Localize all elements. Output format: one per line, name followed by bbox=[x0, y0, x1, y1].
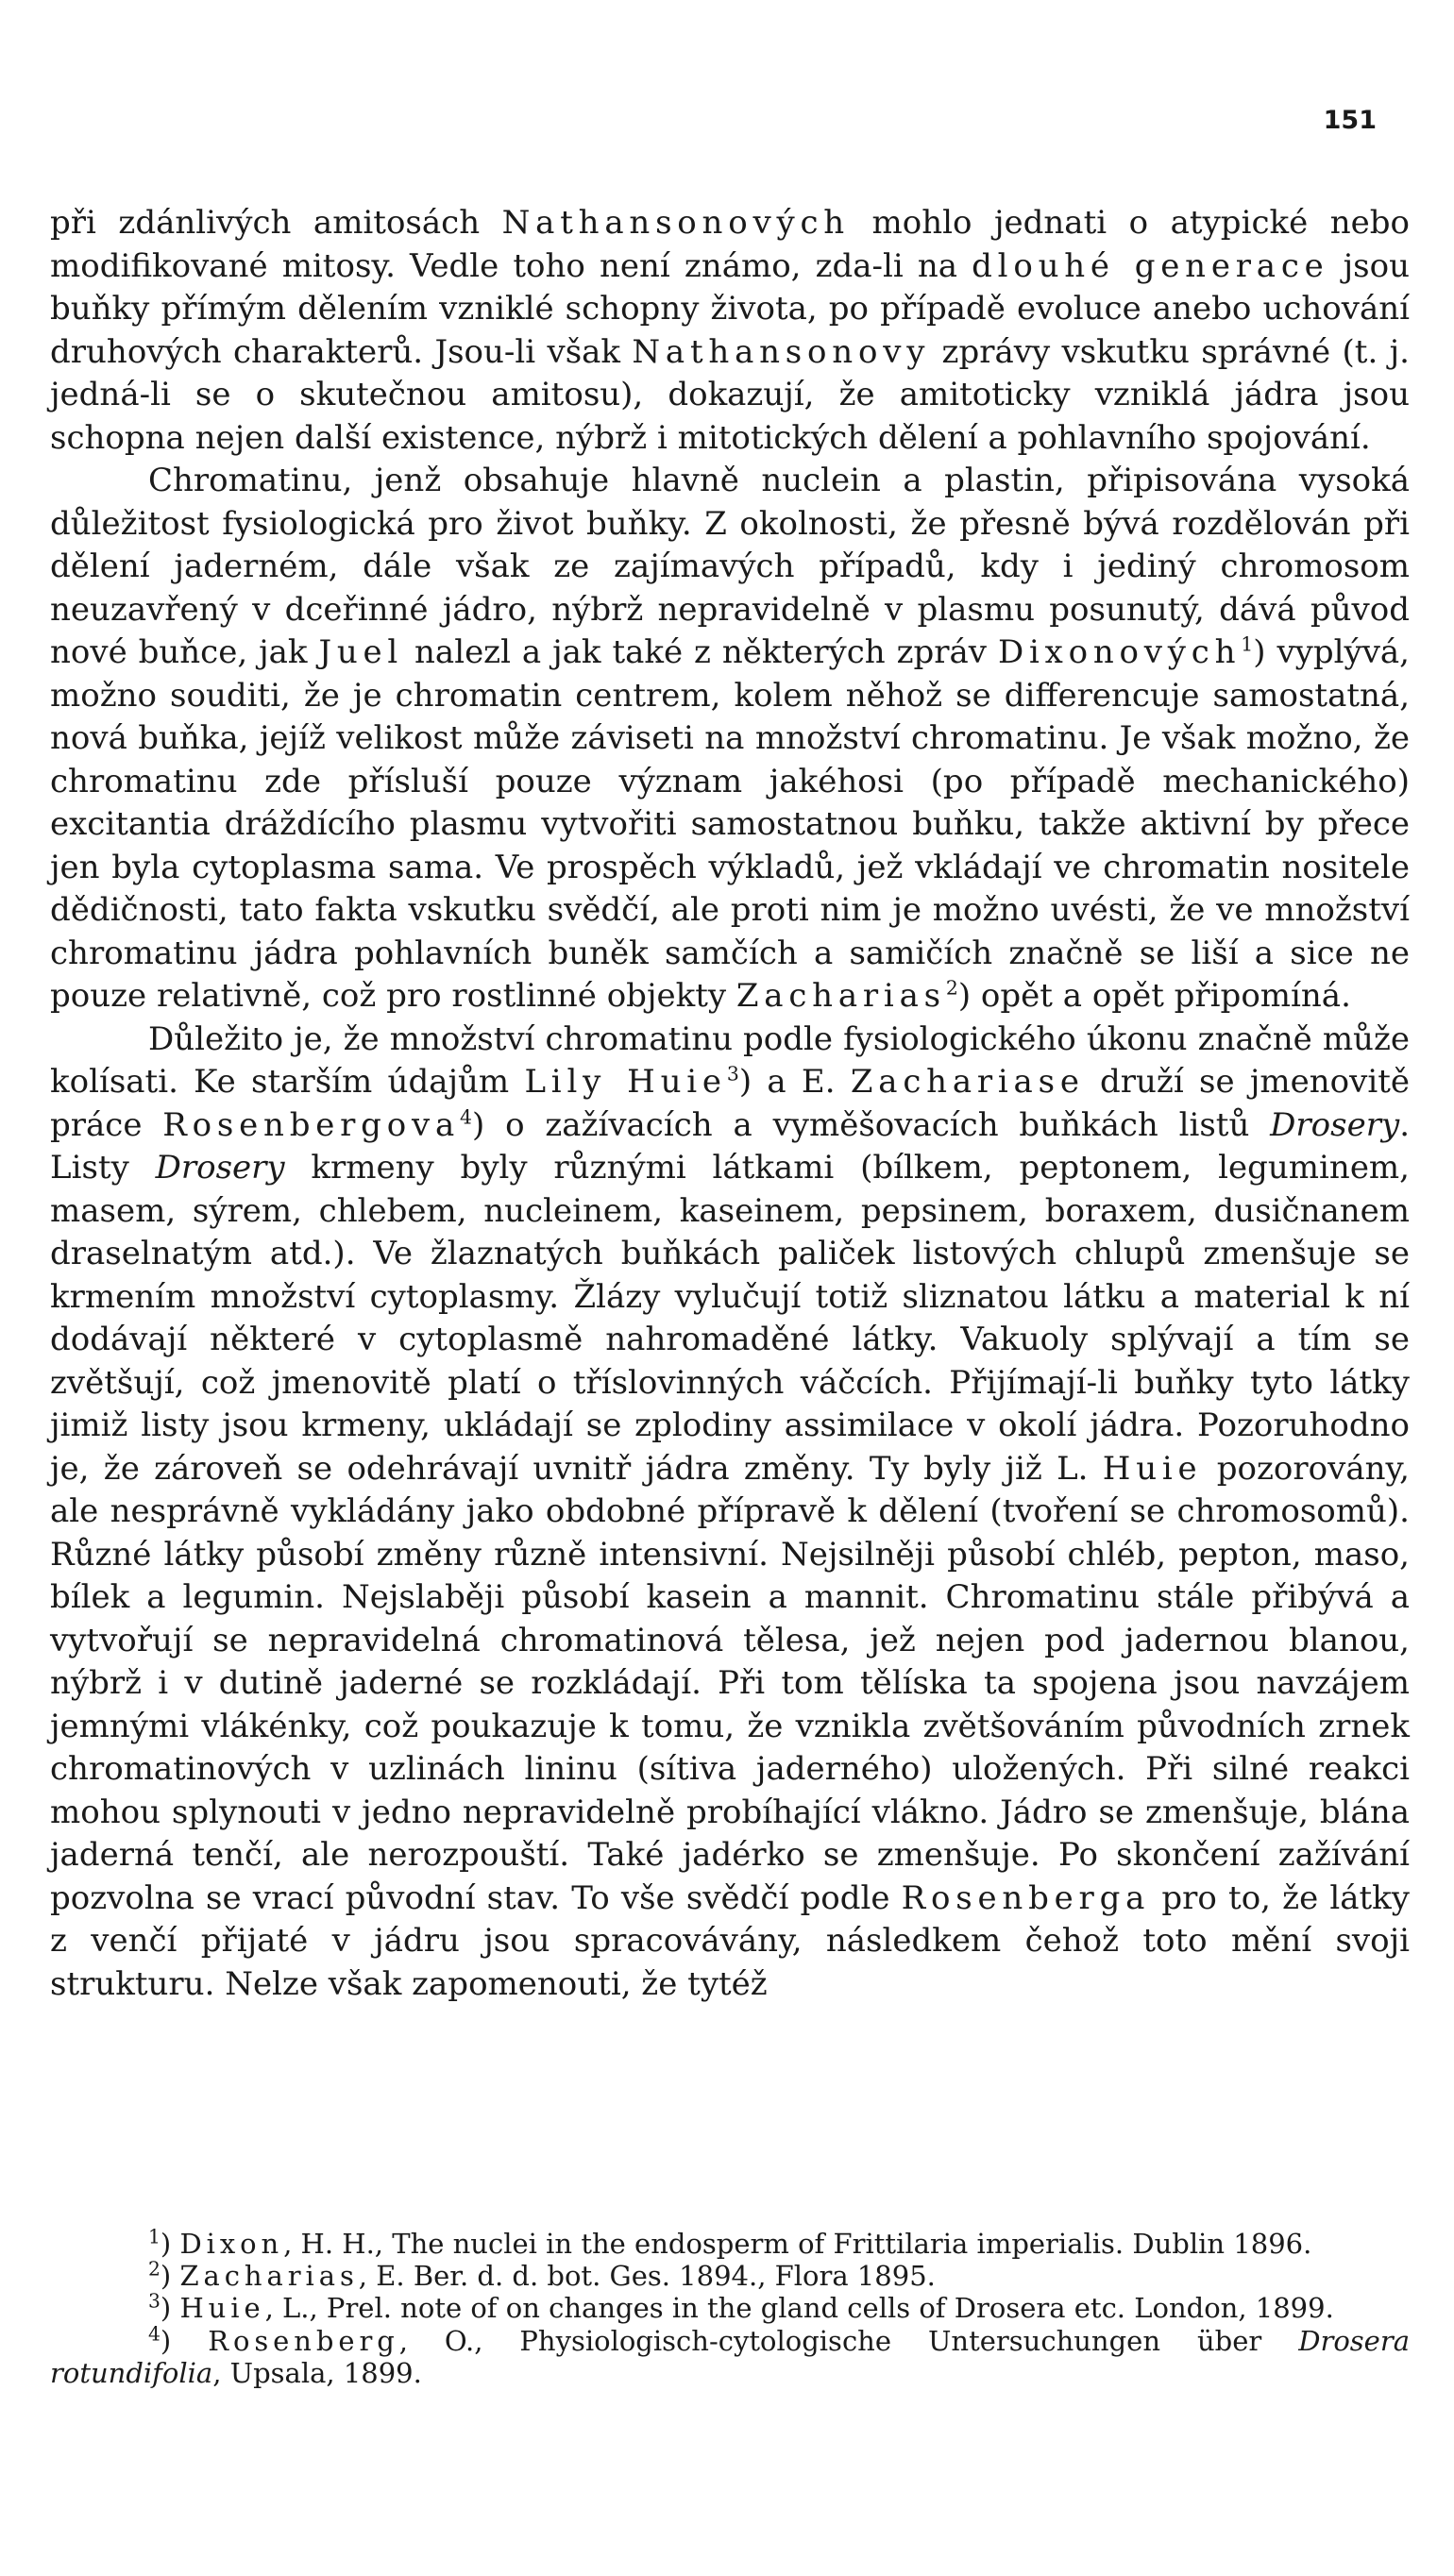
person-name: Juel bbox=[318, 633, 404, 671]
person-name: Nathansonových bbox=[501, 204, 850, 242]
footnote-ref: 4 bbox=[460, 1105, 472, 1129]
paragraph-3: Důležito je, že množství chromatinu podle fysiologického úkonu značně může kolísati. Ke starším údajům Lily Huie$^3$) a E. Zachariase druží se jmenovitě práce Rosenbergova$^4$) o zažívacích a vyměšovacích buňkách listů Drosery. Listy Drosery krmeny byly různými látkami (bílkem, peptonem, leguminem, masem, sýrem, chlebem, nucleinem, kaseinem, pepsinem, boraxem, dusičnanem draselnatým atd.). Ve žlaznatých buňkách paliček listových chlupů zmenšuje se krmením množství cytoplasmy. Žlázy vylučují totiž sliznatou látku a material k ní dodávají některé v cytoplasmě nahromaděné látky. Vakuoly splývají a tím se zvětšují, což jmenovitě platí o tříslovinných váčcích. Přijímají-li buňky tyto látky jimiž listy jsou krmeny, ukládají se zplodiny assimilace v okolí jádra. Pozoruhodno je, že zároveň se odehrávají uvnitř jádra změny. Ty byly již L. Huie pozorovány, ale nesprávně vykládány jako obdobné přípravě k dělení (tvoření se chromosomů). Různé látky působí změny různě intensivní. Nejsilněji působí chléb, pepton, maso, bílek a legumin. Nejslaběji působí kasein a mannit. Chromatinu stále přibývá a vytvořují se nepravidelná chromatinová tělesa, jež nejen pod jadernou blanou, nýbrž i v dutině jaderné se rozkládají. Při tom tělíska ta spojena jsou navzájem jemnými vlákénky, což poukazuje k tomu, že vznikla zvětšováním původních zrnek chromatinových v uzlinách lininu (sítiva jaderného) uložených. Při silné reakci mohou splynouti v jedno nepravidelně probíhající vlákno. Jádro se zmenšuje, blána jaderná tenčí, ale nerozpouští. Také jadérko se zmenšuje. Po skončení zažívání pozvolna se vrací původní stav. To vše svědčí podle Rosenberga pro to, že látky z venčí přijaté v jádru jsou spracovávány, následkem čehož toto mění svoji strukturu. Nelze však zapomenouti, že tytéž bbox=[50, 1019, 1410, 2003]
person-name: Nathansonovy bbox=[632, 332, 931, 371]
person-name: Zacharias bbox=[179, 2260, 359, 2293]
footnote-2: $^2$) Zacharias, E. Ber. d. d. bot. Ges. 1894., Flora 1895. bbox=[148, 2257, 936, 2293]
person-name: Huie bbox=[179, 2292, 265, 2325]
person-name: Zachariase bbox=[850, 1063, 1085, 1101]
species-name: Drosery bbox=[1270, 1105, 1400, 1144]
footnote-1: $^1$) Dixon, H. H., The nuclei in the endosperm of Frittilaria imperialis. Dublin 1896. bbox=[148, 2225, 1312, 2260]
main-text bbox=[50, 202, 1410, 2006]
footnote-mark: 3 bbox=[148, 2289, 161, 2313]
footnote-mark: 1 bbox=[148, 2225, 161, 2248]
footnote-mark: 2 bbox=[148, 2257, 161, 2281]
species-name: Drosery bbox=[155, 1149, 285, 1187]
emphasis: dlouhé generace bbox=[972, 246, 1329, 285]
page-number: 151 bbox=[1323, 106, 1377, 135]
footnote-3: $^3$) Huie, L., Prel. note of on changes in the gland cells of Drosera etc. London, 1899. bbox=[148, 2289, 1334, 2325]
paragraph-2: Chromatinu, jenž obsahuje hlavně nuclein a plastin, připisována vysoká důležitost fysiologická pro život buňky. Z okolnosti, že přesně bývá rozdělován při dělení jaderném, dále však ze zajímavých případů, kdy i jediný chromosom neuzavřený v dceřinné jádro, nýbrž nepravidelně v plasmu posunutý, dává původ nové buňce, jak Juel nalezl a jak také z některých zpráv Dixonových$^1$) vyplývá, možno souditi, že je chromatin centrem, kolem něhož se differencuje samostatná, nová buňka, jejíž velikost může záviseti na množství chromatinu. Je však možno, že chromatinu zde přísluší pouze význam jakéhosi (po případě mechanického) excitantia dráždícího plasmu vytvořiti samostatnou buňku, takže aktivní by přece jen byla cytoplasma sama. Ve prospěch výkladů, jež vkládají ve chromatin nositele dědičnosti, tato fakta vskutku svědčí, ale proti nim je možno uvésti, že ve množství chromatinu jádra pohlavních buněk samčích a samičích značně se liší a sice ne pouze relativně, což pro rostlinné objekty Zacharias$^2$) opět a opět připomíná. bbox=[50, 462, 1410, 1015]
footnote-ref: 1 bbox=[1241, 632, 1254, 656]
person-name: Dixonových bbox=[997, 633, 1242, 671]
person-name: Lily Huie bbox=[524, 1063, 727, 1101]
species-name: Drosera rotundifolia bbox=[50, 2324, 1410, 2389]
footnote-mark: 4 bbox=[148, 2321, 161, 2345]
paragraph-1: při zdánlivých amitosách Nathansonových mohlo jednati o atypické nebo modifikované mitosy. Vedle toho není známo, zda-li na dlouhé generace jsou buňky přímým dělením vzniklé schopny života, po případě evoluce anebo uchování druhových charakterů. Jsou-li však Nathansonovy zprávy vskutku správné (t. j. jedná-li se o skutečnou amitosu), dokazují, že amitoticky vzniklá jádra jsou schopna nejen další existence, nýbrž i mitotických dělení a pohlavního spojování. bbox=[50, 204, 1411, 457]
person-name: Rosenberga bbox=[901, 1878, 1151, 1917]
person-name: Zacharias bbox=[735, 977, 946, 1015]
footnotes bbox=[50, 2225, 1410, 2389]
person-name: Rosenbergova bbox=[162, 1105, 461, 1144]
person-name: Rosenberg bbox=[208, 2324, 399, 2357]
footnote-4: $^4$) Rosenberg, O., Physiologisch-cytologische Untersuchungen über Drosera rotundifolia, Upsala, 1899. bbox=[50, 2321, 1410, 2389]
footnote-ref: 3 bbox=[726, 1062, 739, 1086]
person-name: Huie bbox=[1102, 1449, 1203, 1488]
person-name: Dixon bbox=[179, 2228, 284, 2260]
footnote-ref: 2 bbox=[945, 976, 958, 1000]
